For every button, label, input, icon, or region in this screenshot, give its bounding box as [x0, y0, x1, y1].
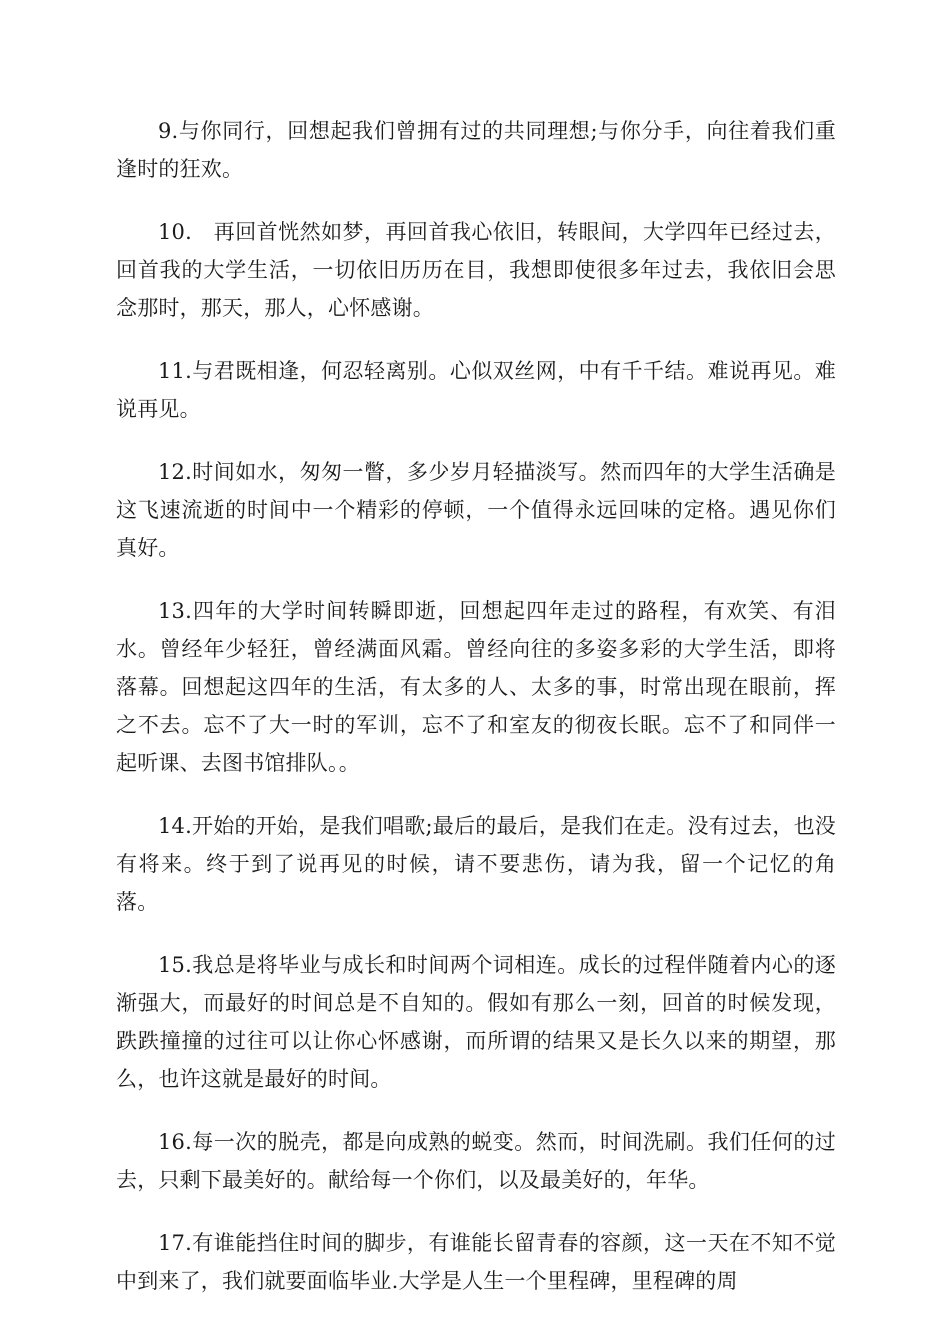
paragraph-17: 17.有谁能挡住时间的脚步，有谁能长留青春的容颜，这一天在不知不觉中到来了，我们就要面临毕业.大学是人生一个里程碑，里程碑的周 [116, 1231, 836, 1293]
paragraph-10: 10. 再回首恍然如梦，再回首我心依旧，转眼间，大学四年已经过去，回首我的大学生活，一切依旧历历在目，我想即使很多年过去，我依旧会思念那时，那天，那人，心怀感谢。 [116, 220, 836, 320]
paragraph-12: 12.时间如水，匆匆一瞥，多少岁月轻描淡写。然而四年的大学生活确是这飞速流逝的时间中一个精彩的停顿，一个值得永远回味的定格。遇见你们真好。 [116, 460, 836, 560]
paragraph-16: 16.每一次的脱壳，都是向成熟的蜕变。然而，时间洗刷。我们任何的过去，只剩下最美好的。献给每一个你们，以及最美好的，年华。 [116, 1130, 836, 1192]
paragraph-15: 15.我总是将毕业与成长和时间两个词相连。成长的过程伴随着内心的逐渐强大，而最好的时间总是不自知的。假如有那么一刻，回首的时候发现，跌跌撞撞的过往可以让你心怀感谢，而所谓的结果又是长久以来的期望，那么，也许这就是最好的时间。 [116, 953, 836, 1091]
paragraph-9: 9.与你同行，回想起我们曾拥有过的共同理想;与你分手，向往着我们重逢时的狂欢。 [116, 119, 836, 181]
paragraph-13: 13.四年的大学时间转瞬即逝，回想起四年走过的路程，有欢笑、有泪水。曾经年少轻狂，曾经满面风霜。曾经向往的多姿多彩的大学生活，即将落幕。回想起这四年的生活，有太多的人、太多的事，时常出现在眼前，挥之不去。忘不了大一时的军训，忘不了和室友的彻夜长眠。忘不了和同伴一起听课、去图书馆排队。。 [116, 599, 836, 775]
document-body [116, 112, 836, 1325]
paragraph-11: 11.与君既相逢，何忍轻离别。心似双丝网，中有千千结。难说再见。难说再见。 [116, 359, 836, 421]
paragraph-14: 14.开始的开始，是我们唱歌;最后的最后，是我们在走。没有过去，也没有将来。终于到了说再见的时候，请不要悲伤，请为我，留一个记忆的角落。 [116, 814, 836, 914]
